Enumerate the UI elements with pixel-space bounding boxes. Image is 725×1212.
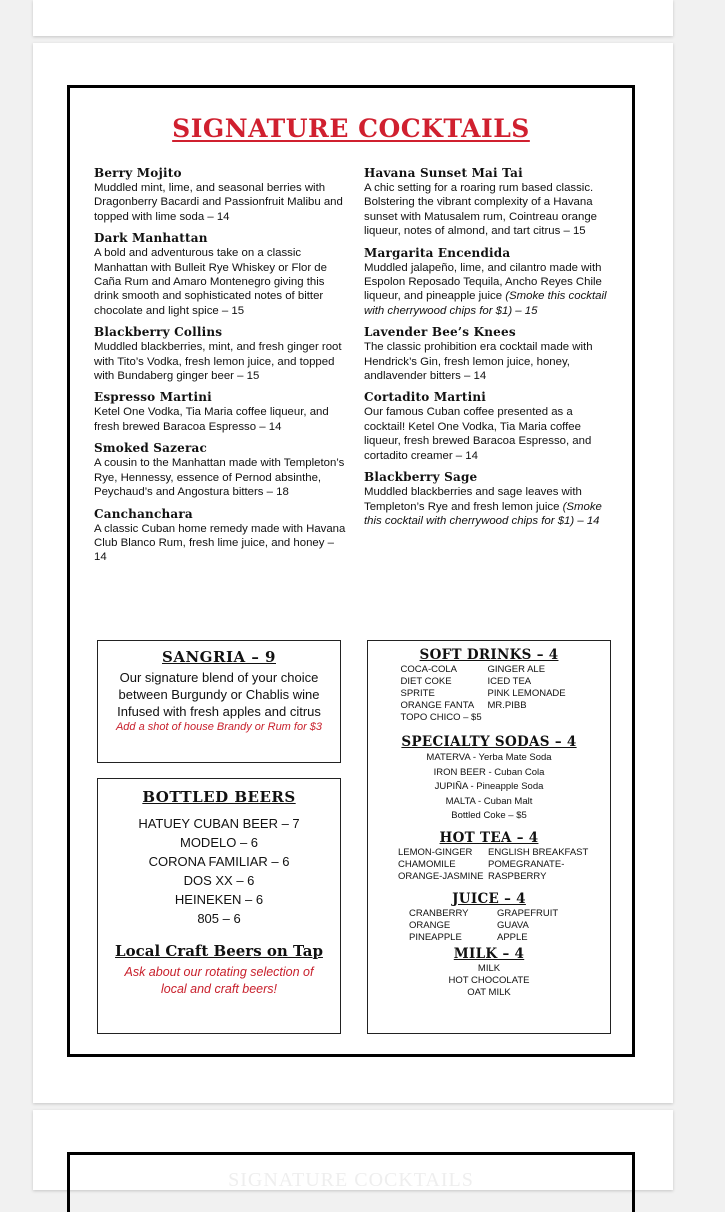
- soft-drinks-heading: SOFT DRINKS – 4: [419, 647, 559, 663]
- juice-item: GRAPEFRUIT: [497, 907, 559, 919]
- soft-drink-item: SPRITE: [400, 688, 435, 699]
- cocktail-desc: Muddled blackberries, mint, and fresh ginger root with Tito’s Vodka, fresh lemon juice, and topped with Bundaberg ginger beer – 15: [94, 341, 342, 383]
- cocktail-item: [364, 166, 616, 239]
- soft-drink-item: ICED TEA: [487, 676, 532, 687]
- menu-page-card: [33, 43, 673, 1103]
- cocktails-right-column: [364, 166, 616, 535]
- sangria-box: [97, 640, 341, 763]
- milk-item: OAT MILK: [467, 986, 511, 998]
- specialty-sodas-heading: SPECIALTY SODAS – 4: [401, 734, 577, 750]
- juice-item: PINEAPPLE: [409, 931, 462, 943]
- cocktail-name: Lavender Bee’s Knees: [364, 325, 516, 340]
- specialty-soda-item: MATERVA - Yerba Mate Soda: [426, 752, 552, 763]
- beer-item: DOS XX – 6: [183, 873, 255, 888]
- juice-item: ORANGE: [409, 919, 451, 931]
- menu-frame: [67, 85, 635, 1057]
- sangria-note: Add a shot of house Brandy or Rum for $3: [115, 721, 323, 733]
- specialty-sodas-list: [368, 751, 610, 824]
- cocktail-desc: Ketel One Vodka, Tia Maria coffee liqueur, and fresh brewed Baracoa Espresso – 14: [94, 406, 329, 433]
- milk-heading: MILK – 4: [453, 945, 525, 962]
- cocktail-item: [364, 325, 616, 383]
- cocktail-name: Berry Mojito: [94, 166, 182, 180]
- cocktail-item: [94, 507, 346, 565]
- cocktail-desc: A cousin to the Manhattan made with Templeton’s Rye, Hennessy, essence of Pernod absinthe, Peychaud’s and Angostura bitters – 18: [94, 457, 345, 499]
- soft-drink-item: COCA-COLA: [400, 664, 457, 675]
- specialty-soda-item: MALTA - Cuban Malt: [445, 795, 533, 807]
- smoke-note: (Smoke this cocktail with cherrywood chips for $1) – 14: [364, 500, 602, 527]
- hot-tea-item: POMEGRANATE-: [488, 858, 565, 870]
- juice-item: GUAVA: [497, 919, 529, 931]
- specialty-soda-item: Bottled Coke – $5: [451, 810, 527, 821]
- cocktail-name: Havana Sunset Mai Tai: [364, 166, 523, 180]
- cocktail-item: [94, 231, 346, 318]
- hot-tea-item: CHAMOMILE: [398, 858, 456, 870]
- hot-tea-item: LEMON-GINGER: [398, 846, 473, 858]
- milk-item: MILK: [477, 962, 501, 974]
- juice-item: CRANBERRY: [409, 907, 469, 919]
- cocktail-item: [364, 246, 616, 319]
- craft-beers-heading: Local Craft Beers on Tap: [115, 942, 323, 960]
- cocktail-name: Blackberry Collins: [94, 325, 223, 340]
- craft-beers-note: Ask about our rotating selection of local and craft beers!: [124, 965, 314, 996]
- cocktail-name: Dark Manhattan: [94, 231, 208, 246]
- previous-page-card: [33, 0, 673, 36]
- bottled-beers-heading: BOTTLED BEERS: [142, 788, 296, 806]
- non-alcoholic-box: [367, 640, 611, 1034]
- specialty-soda-item: JUPIÑA - Pineapple Soda: [434, 781, 544, 792]
- beer-list: [98, 814, 340, 928]
- hot-tea-heading: HOT TEA – 4: [439, 829, 539, 846]
- cocktail-desc: A chic setting for a roaring rum based classic. Bolstering the vibrant complexity of a Havana sunset with Matusalem rum, Cointreau orange liqueur, notes of almond, and tart citrus – 15: [364, 182, 597, 238]
- beer-item: MODELO – 6: [179, 835, 259, 850]
- specialty-soda-item: IRON BEER - Cuban Cola: [433, 766, 545, 778]
- cocktail-item: [364, 390, 616, 463]
- milk-list: [368, 963, 610, 999]
- sangria-description: Our signature blend of your choice between Burgundy or Chablis wine Infused with fresh apples and citrus: [117, 670, 321, 719]
- next-page-card: [33, 1110, 673, 1190]
- hot-tea-item: RASPBERRY: [488, 870, 547, 882]
- soft-drinks-list: [368, 664, 610, 724]
- juice-heading: JUICE – 4: [452, 890, 526, 907]
- hot-tea-item: ENGLISH BREAKFAST: [488, 846, 589, 858]
- cocktail-item: [94, 166, 346, 224]
- juice-list: [368, 908, 610, 944]
- cocktail-desc: The classic prohibition era cocktail made with Hendrick’s Gin, fresh lemon juice, honey, andlavender bitters – 14: [364, 341, 593, 383]
- next-page-title: SIGNATURE COCKTAILS: [228, 1169, 474, 1191]
- milk-item: HOT CHOCOLATE: [448, 974, 530, 986]
- soft-drink-item: [488, 712, 578, 724]
- cocktail-desc: Muddled mint, lime, and seasonal berries with Dragonberry Bacardi and Passionfruit Malibu and topped with lime soda – 14: [94, 182, 343, 223]
- soft-drink-item: MR.PIBB: [487, 700, 527, 711]
- hot-tea-list: [368, 847, 610, 883]
- cocktail-desc: A bold and adventurous take on a classic Manhattan with Bulleit Rye Whiskey or Flor de Caña Rum and Amaro Montenegro giving this drink smooth and sophisticated notes of bitter chocolate and light spice – 15: [94, 247, 327, 317]
- cocktail-desc: Muddled jalapeño, lime, and cilantro made with Espolon Reposado Tequila, Ancho Reyes Chile liqueur, and pineapple juice (Smoke this cocktail with cherrywood chips for $1) – 15: [364, 261, 607, 317]
- cocktail-name: Canchanchara: [94, 506, 193, 521]
- cocktail-name: Espresso Martini: [94, 390, 212, 405]
- hot-tea-item: ORANGE-JASMINE: [398, 870, 484, 882]
- cocktail-desc: Muddled blackberries and sage leaves with Templeton’s Rye and fresh lemon juice (Smoke this cocktail with cherrywood chips for $1) – 14: [364, 486, 602, 527]
- soft-drink-item: ORANGE FANTA: [400, 700, 475, 711]
- cocktail-name: Blackberry Sage: [364, 470, 478, 485]
- cocktail-item: [94, 441, 346, 499]
- cocktail-desc: A classic Cuban home remedy made with Havana Club Blanco Rum, fresh lime juice, and honey – 14: [94, 522, 346, 564]
- soft-drink-item: TOPO CHICO – $5: [400, 712, 482, 723]
- beer-item: CORONA FAMILIAR – 6: [148, 854, 290, 869]
- juice-item: APPLE: [497, 931, 528, 943]
- cocktail-name: Cortadito Martini: [364, 390, 487, 405]
- bottled-beers-box: [97, 778, 341, 1034]
- beer-item: 805 – 6: [197, 911, 241, 926]
- cocktail-item: [94, 390, 346, 434]
- soft-drink-item: GINGER ALE: [487, 664, 546, 675]
- next-page-frame: [67, 1152, 635, 1212]
- cocktail-name: Smoked Sazerac: [94, 441, 207, 456]
- beer-item: HEINEKEN – 6: [174, 892, 264, 907]
- cocktails-left-column: [94, 166, 346, 572]
- cocktail-item: [364, 470, 616, 528]
- beer-item: HATUEY CUBAN BEER – 7: [138, 816, 300, 831]
- cocktail-item: [94, 325, 346, 383]
- page-title: SIGNATURE COCKTAILS: [172, 114, 530, 143]
- cocktail-desc: Our famous Cuban coffee presented as a cocktail! Ketel One Vodka, Tia Maria coffee liqueur, fresh brewed Baracoa Espresso, and cortadito creamer – 14: [364, 406, 592, 462]
- sangria-heading: SANGRIA – 9: [162, 648, 276, 666]
- soft-drink-item: DIET COKE: [400, 676, 452, 687]
- soft-drink-item: PINK LEMONADE: [487, 688, 566, 699]
- smoke-note: (Smoke this cocktail with cherrywood chips for $1) – 15: [364, 290, 607, 317]
- cocktail-name: Margarita Encendida: [364, 245, 511, 260]
